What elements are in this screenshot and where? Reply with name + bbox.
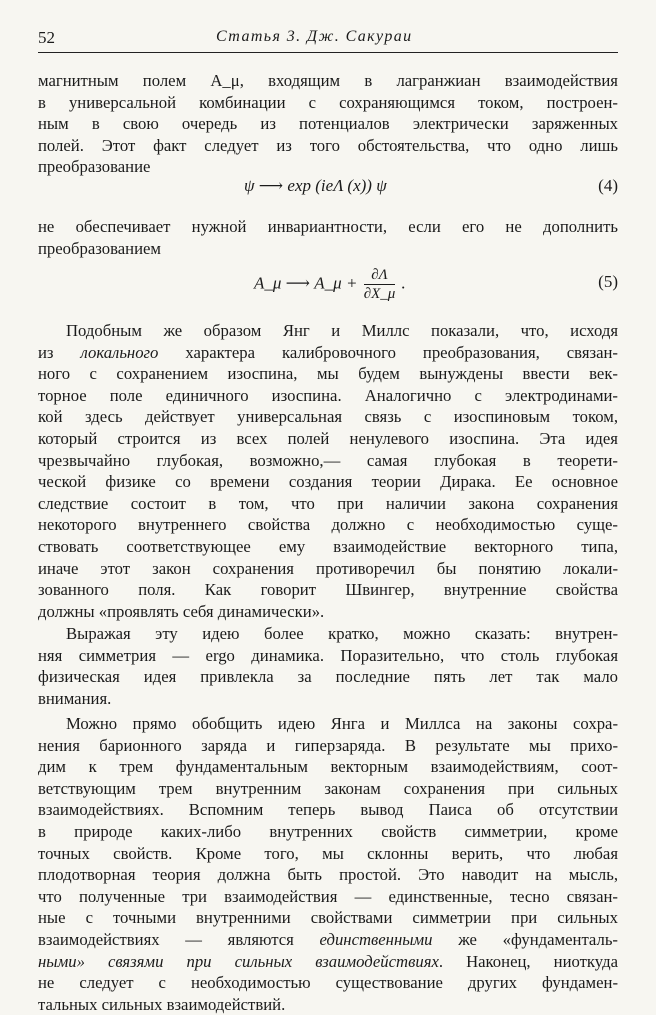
equation-5-lhs: A_μ ⟶ A_μ + [254, 273, 358, 293]
text-line: иначе этот закон сохранения противоречил бы понятию локали- [38, 558, 618, 578]
text-line: ного с сохранением изоспина, мы будем вынуждены ввести век- [38, 364, 618, 384]
equation-5 [38, 262, 618, 306]
text-line: торное поле единичного изоспина. Аналогично с электродинами- [38, 385, 618, 405]
text-line: няя симметрия — ergo динамика. Поразительно, что столь глубокая [38, 645, 618, 665]
equation-4-formula: ψ ⟶ exp (ieΛ (x)) ψ [244, 176, 387, 195]
text-line: чрезвычайно глубокая, возможно,— самая глубокая в теорети- [38, 450, 618, 470]
text-line: Выражая эту идею более кратко, можно сказать: внутрен- [66, 624, 618, 643]
text-line: ветствующим трем внутренним законам сохранения при сильных [38, 778, 618, 798]
text-line: кой здесь действует универсальная связь с изоспиновым током, [38, 407, 618, 427]
equation-5-denominator: ∂X_μ [363, 286, 396, 302]
equation-4 [38, 176, 618, 200]
italic-word: единственными [319, 929, 433, 949]
text-line: некоторого внутреннего свойства должно с необходимостью суще- [38, 515, 618, 535]
text-line: не следует с необходимостью существование других фундамен- [38, 973, 618, 993]
text-line: ными» связями при сильных взаимодействиях. Наконец, ниоткуда [38, 951, 618, 971]
equation-5-number: (5) [598, 272, 618, 291]
text-line: плодотворная теория должна быть простой. Это наводит на мысль, [38, 865, 618, 885]
text-line: ствовать соответствующее ему взаимодействие векторного типа, [38, 536, 618, 556]
text-block-2 [38, 216, 618, 259]
text-line: тальных сильных взаимодействий. [38, 994, 286, 1014]
text-line: ным в свою очередь из потенциалов электрически заряженных [38, 114, 618, 134]
text-line: зованного поля. Как говорит Швингер, внутренние свойства [38, 580, 618, 600]
text-line: ческой физике со времени создания теории Дирака. Ее основное [38, 472, 618, 492]
text-line: нения барионного заряда и гиперзаряда. В результате мы прихо- [38, 735, 618, 755]
text-line: Можно прямо обобщить идею Янга и Миллса на законы сохра- [66, 714, 618, 733]
text-line: дим к трем фундаментальным векторным взаимодействиям, соот- [38, 757, 618, 777]
text-line: который строится из всех полей ненулевого изоспина. Эта идея [38, 428, 618, 448]
italic-word: локального [80, 342, 159, 362]
text-line: не обеспечивает нужной инвариантности, если его не дополнить [38, 217, 618, 236]
equation-5-formula [254, 266, 406, 303]
equation-5-period: . [401, 273, 406, 293]
text-line: полей. Этот факт следует из того обстоятельства, что одно лишь [38, 135, 618, 155]
text-line: магнитным полем A_μ, входящим в лагранжиан взаимодействия [38, 71, 618, 90]
page-number: 52 [38, 28, 55, 47]
equation-4-number: (4) [598, 176, 618, 195]
text-line: взаимодействиях — являются единственными же «фундаменталь- [38, 929, 618, 949]
text-block-1 [38, 70, 618, 178]
equation-5-fraction [364, 266, 396, 303]
page-header [38, 28, 618, 53]
paragraph-2 [38, 623, 618, 709]
text-line: точных свойств. Кроме того, мы склонны верить, что любая [38, 843, 618, 863]
text-line: физическая идея привлекла за последние пять лет так мало [38, 667, 618, 687]
equation-5-numerator: ∂Λ [364, 266, 396, 285]
text-line: взаимодействиях. Вспомним теперь вывод Паиса об отсутствии [38, 800, 618, 820]
text-line: что полученные три взаимодействия — единственные, тесно связан- [38, 886, 618, 906]
paragraph-3 [38, 713, 618, 1015]
running-head: Статья 3. Дж. Сакураи [216, 28, 413, 45]
paragraph-1 [38, 320, 618, 622]
text-line: следствие состоит в том, что при наличии закона сохранения [38, 493, 618, 513]
text-line: Подобным же образом Янг и Миллс показали, что, исходя [66, 321, 618, 340]
text-line: должны «проявлять себя динамически». [38, 601, 325, 621]
text-line: ные с точными внутренними свойствами симметрии при сильных [38, 908, 618, 928]
text-line: преобразованием [38, 238, 161, 258]
text-line: в природе каких-либо внутренних свойств симметрии, кроме [38, 821, 618, 841]
text-line: в универсальной комбинации с сохраняющимся током, построен- [38, 92, 618, 112]
text-line: преобразование [38, 157, 151, 177]
text-line: внимания. [38, 688, 112, 708]
italic-phrase: ными» связями при сильных взаимодействиях [38, 951, 439, 971]
text-line: из локального характера калибровочного преобразования, связан- [38, 342, 618, 362]
